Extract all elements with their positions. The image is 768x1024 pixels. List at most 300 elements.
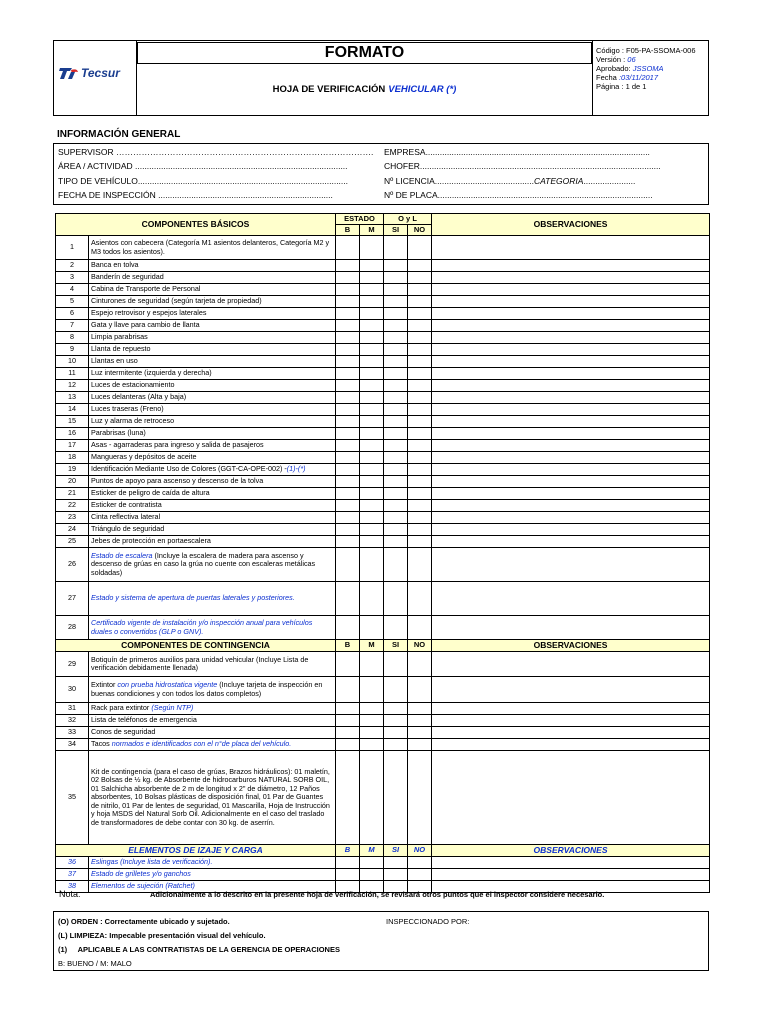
check-cell-si[interactable] [384,524,408,536]
check-cell-si[interactable] [384,652,408,677]
area-field[interactable]: ÁREA / ACTIVIDAD .......................................................................................... [58,161,348,171]
item-description [89,548,336,582]
check-cell-si[interactable] [384,356,408,368]
item-description [89,368,336,380]
check-cell-obs[interactable] [432,416,710,428]
item-text: Eslingas (Incluye lista de verificación). [91,857,213,867]
check-cell-si[interactable] [384,500,408,512]
item-description [89,332,336,344]
document-meta [592,40,709,116]
tipo-vehiculo-field[interactable]: TIPO DE VEHÍCULO......................................................................................... [58,176,349,186]
item-description [89,652,336,677]
check-cell-si[interactable] [384,296,408,308]
check-cell-obs[interactable] [432,380,710,392]
check-cell-no[interactable] [408,332,432,344]
check-cell-obs[interactable] [432,703,710,715]
table-row [56,582,710,616]
check-cell-si[interactable] [384,332,408,344]
check-cell-b[interactable] [336,272,360,284]
check-cell-si[interactable] [384,536,408,548]
check-cell-obs[interactable] [432,464,710,476]
check-cell-m[interactable] [360,404,384,416]
item-number: 21 [56,488,89,500]
check-cell-b[interactable] [336,260,360,272]
check-cell-si[interactable] [384,548,408,582]
check-cell-b[interactable] [336,715,360,727]
check-cell-no[interactable] [408,536,432,548]
item-number: 29 [56,652,89,677]
header-b: B [336,225,360,236]
check-cell-si[interactable] [384,703,408,715]
item-number: 11 [56,368,89,380]
contingency-col-obs: OBSERVACIONES [432,640,710,652]
check-cell-si[interactable] [384,272,408,284]
check-cell-b[interactable] [336,308,360,320]
check-cell-no[interactable] [408,260,432,272]
check-cell-obs[interactable] [432,404,710,416]
check-cell-no[interactable] [408,272,432,284]
item-text: Parabrisas (luna) [91,428,146,438]
check-cell-obs[interactable] [432,715,710,727]
check-cell-obs[interactable] [432,488,710,500]
check-cell-si[interactable] [384,392,408,404]
check-cell-si[interactable] [384,308,408,320]
item-number: 33 [56,727,89,739]
table-row [56,512,710,524]
check-cell-obs[interactable] [432,332,710,344]
legend-bueno-malo: B: BUENO / M: MALO [58,959,132,968]
check-cell-m[interactable] [360,464,384,476]
item-number: 27 [56,582,89,616]
general-info-box [53,143,709,205]
check-cell-si[interactable] [384,344,408,356]
item-number: 5 [56,296,89,308]
check-cell-obs[interactable] [432,536,710,548]
check-cell-si[interactable] [384,320,408,332]
item-description [89,452,336,464]
check-cell-b[interactable] [336,428,360,440]
placa-field[interactable]: Nº DE PLACA........................................................................................... [384,190,653,200]
check-cell-m[interactable] [360,715,384,727]
item-text: Banderín de seguridad [91,272,164,282]
check-cell-obs[interactable] [432,512,710,524]
check-cell-b[interactable] [336,751,360,845]
check-cell-obs[interactable] [432,428,710,440]
check-cell-no[interactable] [408,440,432,452]
item-description [89,344,336,356]
check-cell-si[interactable] [384,452,408,464]
check-cell-m[interactable] [360,512,384,524]
table-row [56,703,710,715]
table-row [56,380,710,392]
check-cell-no[interactable] [408,308,432,320]
check-cell-obs[interactable] [432,296,710,308]
check-cell-m[interactable] [360,236,384,260]
item-number: 8 [56,332,89,344]
check-cell-b[interactable] [336,500,360,512]
check-cell-obs[interactable] [432,236,710,260]
item-description [89,677,336,703]
check-cell-m[interactable] [360,440,384,452]
check-cell-si[interactable] [384,488,408,500]
item-number: 26 [56,548,89,582]
check-cell-m[interactable] [360,320,384,332]
item-description [89,751,336,845]
item-description [89,320,336,332]
check-cell-si[interactable] [384,616,408,640]
pagina-label: Página [596,82,620,91]
check-cell-si[interactable] [384,368,408,380]
check-cell-si[interactable] [384,512,408,524]
check-cell-obs[interactable] [432,320,710,332]
check-cell-b[interactable] [336,476,360,488]
item-text: Conos de seguridad [91,727,156,737]
item-description [89,380,336,392]
check-cell-no[interactable] [408,428,432,440]
item-number: 32 [56,715,89,727]
header-si: SI [384,225,408,236]
check-cell-no[interactable] [408,404,432,416]
check-cell-b[interactable] [336,488,360,500]
check-cell-obs[interactable] [432,500,710,512]
check-cell-no[interactable] [408,715,432,727]
check-cell-b[interactable] [336,524,360,536]
contingency-col-m: M [360,640,384,652]
check-cell-si[interactable] [384,739,408,751]
item-text: Llanta de repuesto [91,344,151,354]
item-text: Rack para extintor [91,703,152,713]
item-number: 23 [56,512,89,524]
item-description [89,428,336,440]
check-cell-b[interactable] [336,296,360,308]
check-cell-si[interactable] [384,416,408,428]
check-cell-no[interactable] [408,751,432,845]
check-cell-obs[interactable] [432,308,710,320]
check-cell-m[interactable] [360,703,384,715]
check-cell-b[interactable] [336,536,360,548]
item-description [89,416,336,428]
codigo-label: Código [596,46,620,55]
check-cell-si[interactable] [384,428,408,440]
categoria-label: CATEGORIA [534,176,584,186]
item-number: 28 [56,616,89,640]
item-description [89,715,336,727]
check-cell-si[interactable] [384,869,408,881]
check-cell-no[interactable] [408,582,432,616]
table-row [56,440,710,452]
check-cell-si[interactable] [384,715,408,727]
item-number: 16 [56,428,89,440]
contingency-col-b: B [336,640,360,652]
check-cell-b[interactable] [336,582,360,616]
check-cell-si[interactable] [384,440,408,452]
table-row [56,368,710,380]
item-description [89,308,336,320]
check-cell-b[interactable] [336,404,360,416]
check-cell-obs[interactable] [432,440,710,452]
check-cell-m[interactable] [360,500,384,512]
check-cell-no[interactable] [408,512,432,524]
item-number: 20 [56,476,89,488]
check-cell-no[interactable] [408,500,432,512]
item-number: 3 [56,272,89,284]
check-cell-m[interactable] [360,582,384,616]
table-row [56,751,710,845]
check-cell-obs[interactable] [432,652,710,677]
check-cell-no[interactable] [408,869,432,881]
item-number: 10 [56,356,89,368]
check-cell-b[interactable] [336,869,360,881]
check-cell-no[interactable] [408,320,432,332]
check-cell-obs[interactable] [432,677,710,703]
item-description [89,284,336,296]
check-cell-obs[interactable] [432,869,710,881]
item-text: Mangueras y depósitos de aceite [91,452,197,462]
check-cell-obs[interactable] [432,284,710,296]
check-cell-m[interactable] [360,308,384,320]
check-cell-obs[interactable] [432,727,710,739]
item-text: Jebes de protección en portaescalera [91,536,211,546]
check-cell-si[interactable] [384,677,408,703]
check-cell-b[interactable] [336,284,360,296]
check-cell-no[interactable] [408,368,432,380]
check-cell-obs[interactable] [432,452,710,464]
licencia-field[interactable] [384,176,635,190]
check-cell-b[interactable] [336,677,360,703]
item-text: Luces traseras (Freno) [91,404,164,414]
check-cell-si[interactable] [384,582,408,616]
chofer-field[interactable]: CHOFER...................................................................................................... [384,161,661,171]
table-row [56,500,710,512]
item-number: 19 [56,464,89,476]
check-cell-no[interactable] [408,344,432,356]
check-cell-m[interactable] [360,476,384,488]
check-cell-no[interactable] [408,392,432,404]
check-cell-obs[interactable] [432,260,710,272]
check-cell-m[interactable] [360,739,384,751]
check-cell-b[interactable] [336,440,360,452]
check-cell-no[interactable] [408,616,432,640]
check-cell-no[interactable] [408,476,432,488]
contingency-col-si: SI [384,640,408,652]
item-text-highlight: normados e identificados con el n°de placa del vehículo. [111,739,292,749]
check-cell-b[interactable] [336,652,360,677]
check-cell-m[interactable] [360,332,384,344]
check-cell-obs[interactable] [432,548,710,582]
check-cell-b[interactable] [336,344,360,356]
check-cell-m[interactable] [360,488,384,500]
legend-box [53,911,709,971]
check-cell-m[interactable] [360,857,384,869]
aprobado-value: JSSOMA [632,64,664,73]
check-cell-obs[interactable] [432,356,710,368]
item-text: Cinta reflectiva lateral [91,512,161,522]
check-cell-b[interactable] [336,356,360,368]
check-cell-no[interactable] [408,524,432,536]
table-row [56,536,710,548]
pagina-value: : 1 de 1 [621,82,647,91]
check-cell-b[interactable] [336,857,360,869]
table-row [56,260,710,272]
table-row [56,236,710,260]
check-cell-m[interactable] [360,260,384,272]
check-cell-obs[interactable] [432,272,710,284]
check-cell-b[interactable] [336,727,360,739]
check-cell-m[interactable] [360,727,384,739]
check-cell-m[interactable] [360,869,384,881]
check-cell-si[interactable] [384,236,408,260]
item-text: Tacos [91,739,112,749]
table-row [56,488,710,500]
check-cell-b[interactable] [336,368,360,380]
item-text: Limpia parabrisas [91,332,148,342]
subtitle [137,64,592,114]
supervisor-field[interactable]: SUPERVISOR ………………………………………………………………………………. [58,147,374,157]
item-description [89,272,336,284]
check-cell-m[interactable] [360,416,384,428]
check-cell-no[interactable] [408,356,432,368]
item-number: 31 [56,703,89,715]
item-number: 30 [56,677,89,703]
check-cell-no[interactable] [408,857,432,869]
check-cell-si[interactable] [384,476,408,488]
item-text: (Incluye tarjeta de inspección en buenas condiciones y con todos los datos completos) [91,680,323,698]
codigo-value: : F05-PA-SSOMA-006 [621,46,696,55]
licencia-dots: ...................... [583,176,636,186]
check-cell-m[interactable] [360,536,384,548]
check-cell-si[interactable] [384,380,408,392]
check-cell-m[interactable] [360,548,384,582]
check-cell-m[interactable] [360,616,384,640]
item-number: 22 [56,500,89,512]
check-cell-no[interactable] [408,284,432,296]
tecsur-logo [59,66,120,80]
table-row [56,652,710,677]
check-cell-b[interactable] [336,332,360,344]
check-cell-b[interactable] [336,236,360,260]
check-cell-obs[interactable] [432,392,710,404]
item-text: (Incluye la escalera de madera para ascenso y descenso de grúas en caso la grúa no cuente con escaleras metálicas soldadas) [91,550,316,577]
check-cell-obs[interactable] [432,857,710,869]
check-cell-no[interactable] [408,380,432,392]
nota-label: Nota: [59,889,81,899]
item-number: 18 [56,452,89,464]
check-cell-obs[interactable] [432,368,710,380]
check-cell-no[interactable] [408,296,432,308]
logo-text: Tecsur [81,66,120,80]
check-cell-si[interactable] [384,751,408,845]
check-cell-si[interactable] [384,857,408,869]
check-cell-obs[interactable] [432,524,710,536]
item-number: 7 [56,320,89,332]
check-cell-m[interactable] [360,380,384,392]
check-cell-m[interactable] [360,392,384,404]
empresa-field[interactable]: EMPRESA............................................................................................... [384,147,650,157]
page-title: FORMATO [324,44,405,61]
check-cell-obs[interactable] [432,344,710,356]
item-text-highlight: Estado de escalera [91,550,153,560]
table-row [56,272,710,284]
check-cell-no[interactable] [408,236,432,260]
check-cell-si[interactable] [384,260,408,272]
check-cell-obs[interactable] [432,751,710,845]
check-cell-no[interactable] [408,677,432,703]
check-cell-b[interactable] [336,380,360,392]
check-cell-m[interactable] [360,344,384,356]
check-cell-si[interactable] [384,404,408,416]
check-cell-b[interactable] [336,512,360,524]
item-description [89,536,336,548]
check-cell-m[interactable] [360,368,384,380]
check-cell-obs[interactable] [432,739,710,751]
check-cell-b[interactable] [336,416,360,428]
check-cell-no[interactable] [408,727,432,739]
header-components-basic: COMPONENTES BÁSICOS [56,214,336,236]
aplicable-text: APLICABLE A LAS CONTRATISTAS DE LA GERENCIA DE OPERACIONES [77,945,340,954]
check-cell-no[interactable] [408,548,432,582]
fecha-value: :03/11/2017 [618,73,659,82]
check-cell-m[interactable] [360,428,384,440]
check-cell-no[interactable] [408,416,432,428]
check-cell-no[interactable] [408,652,432,677]
check-cell-no[interactable] [408,488,432,500]
check-cell-m[interactable] [360,356,384,368]
check-cell-m[interactable] [360,751,384,845]
check-cell-si[interactable] [384,284,408,296]
check-cell-obs[interactable] [432,616,710,640]
check-cell-m[interactable] [360,272,384,284]
check-cell-si[interactable] [384,464,408,476]
check-cell-m[interactable] [360,524,384,536]
lifting-col-si: SI [384,845,408,857]
check-cell-m[interactable] [360,652,384,677]
check-cell-b[interactable] [336,548,360,582]
inspeccionado-por[interactable]: INSPECCIONADO POR: [386,917,470,926]
check-cell-no[interactable] [408,464,432,476]
version-label: Versión : [596,55,626,64]
check-cell-obs[interactable] [432,582,710,616]
check-cell-m[interactable] [360,677,384,703]
check-cell-b[interactable] [336,464,360,476]
check-cell-b[interactable] [336,320,360,332]
check-cell-no[interactable] [408,739,432,751]
check-cell-obs[interactable] [432,476,710,488]
item-number: 35 [56,751,89,845]
check-cell-b[interactable] [336,452,360,464]
check-cell-b[interactable] [336,739,360,751]
contingency-title: COMPONENTES DE CONTINGENCIA [56,640,336,652]
check-cell-no[interactable] [408,452,432,464]
check-cell-m[interactable] [360,284,384,296]
fecha-inspeccion-field[interactable]: FECHA DE INSPECCIÓN .......................................................................... [58,190,333,200]
item-text: Lista de teléfonos de emergencia [91,715,197,725]
table-row [56,428,710,440]
table-row [56,416,710,428]
table-row [56,869,710,881]
check-cell-m[interactable] [360,296,384,308]
check-cell-b[interactable] [336,616,360,640]
legend-orden: (O) ORDEN : Correctamente ubicado y sujetado. [58,917,230,926]
table-row [56,616,710,640]
check-cell-si[interactable] [384,727,408,739]
check-cell-b[interactable] [336,392,360,404]
check-cell-m[interactable] [360,452,384,464]
item-description [89,500,336,512]
check-cell-no[interactable] [408,703,432,715]
check-cell-b[interactable] [336,703,360,715]
title-box [137,42,592,64]
item-number: 24 [56,524,89,536]
